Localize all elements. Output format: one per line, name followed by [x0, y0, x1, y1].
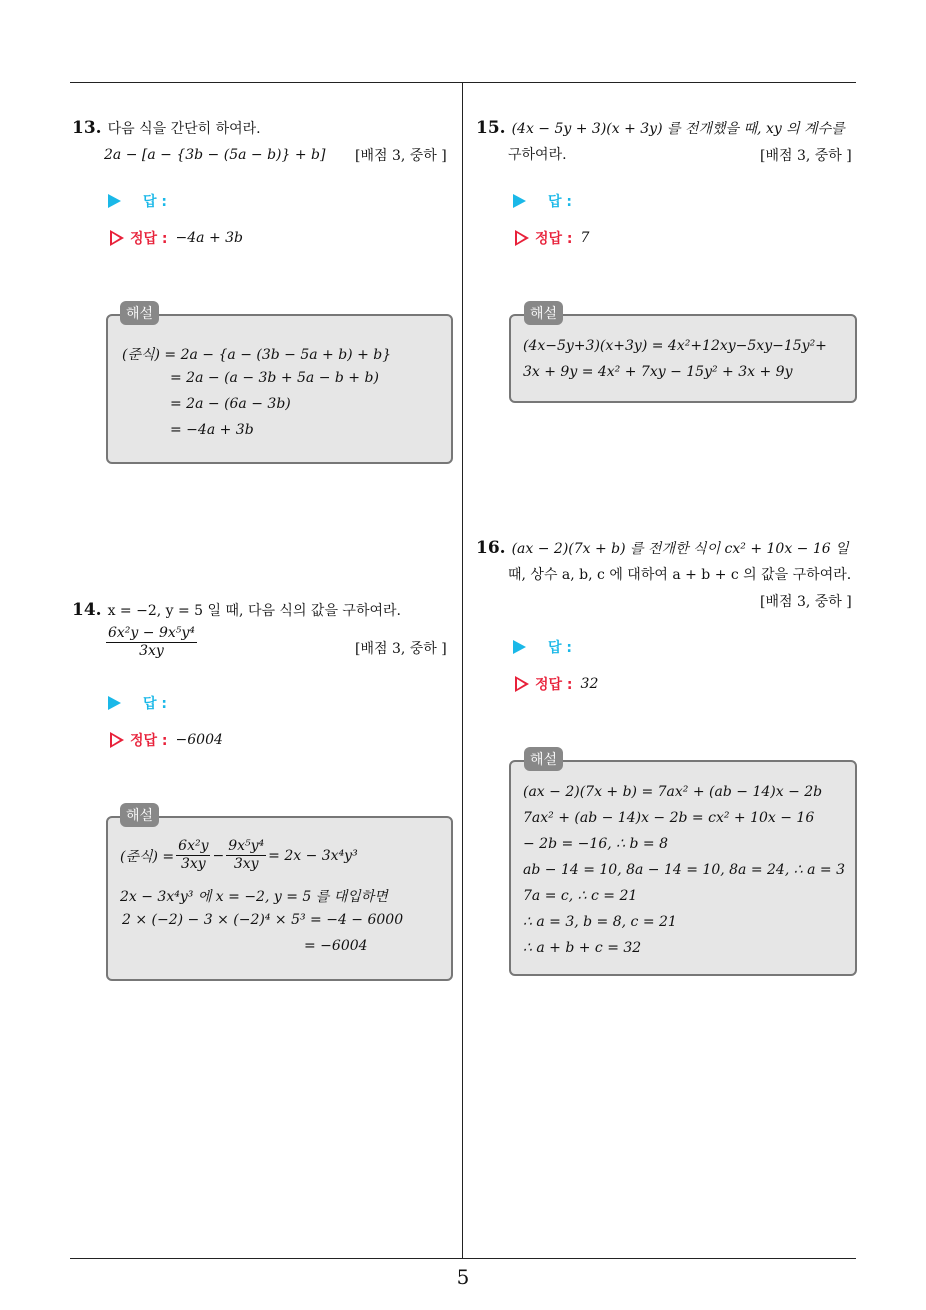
correct-answer-label: 정답 : [535, 677, 573, 693]
problem-15-statement-cont: 구하여라. [508, 147, 567, 163]
problem-16-meta: [배점 3, 중하 ] [760, 594, 852, 610]
solution-line: ab − 14 = 10, 8a − 14 = 10, 8a = 24, ∴ a = 3 [523, 862, 845, 878]
solution-line: = −4a + 3b [170, 422, 254, 438]
answer-label: 답 : [143, 696, 167, 712]
solution-line: (4x−5y+3)(x+3y) = 4x²+12xy−5xy−15y²+ [523, 338, 827, 354]
solution-line: ∴ a = 3, b = 8, c = 21 [523, 914, 677, 930]
problem-15-number: 15. [476, 118, 506, 138]
play-arrow-icon [108, 194, 121, 208]
problem-16-answer-input-row[interactable] [513, 637, 572, 657]
play-arrow-icon [108, 696, 121, 710]
top-rule [70, 82, 856, 83]
outline-arrow-icon [110, 230, 124, 246]
correct-answer-value: 7 [580, 230, 590, 246]
answer-label: 답 : [143, 194, 167, 210]
outline-arrow-icon [110, 732, 124, 748]
problem-13-solution-tab: 해설 [120, 301, 159, 325]
outline-arrow-icon [515, 230, 529, 246]
outline-arrow-icon [515, 676, 529, 692]
play-arrow-icon [513, 194, 526, 208]
problem-15-solution-tab: 해설 [524, 301, 563, 325]
solution-line: (준식) = 2a − {a − (3b − 5a + b) + b} [122, 347, 392, 363]
solution-line: 7ax² + (ab − 14)x − 2b = cx² + 10x − 16 [523, 810, 815, 826]
answer-label: 답 : [548, 640, 572, 656]
solution-line: 2x − 3x⁴y³ 에 x = −2, y = 5 를 대입하면 [120, 889, 388, 905]
problem-15-correct-answer [515, 228, 589, 248]
problem-15-answer-input-row[interactable] [513, 191, 572, 211]
problem-14-meta: [배점 3, 중하 ] [355, 641, 447, 657]
problem-16-statement: 16. (ax − 2)(7x + b) 를 전개한 식이 cx² + 10x − 16 일 [476, 538, 849, 558]
correct-answer-label: 정답 : [130, 733, 168, 749]
problem-15-statement: 15. (4x − 5y + 3)(x + 3y) 를 전개했을 때, xy 의 계수를 [476, 118, 845, 138]
problem-16-solution-tab: 해설 [524, 747, 563, 771]
problem-13-correct-answer [110, 228, 243, 248]
problem-14-number: 14. [72, 600, 102, 620]
problem-14-solution-box [106, 816, 453, 981]
solution-line: = 2a − (6a − 3b) [170, 396, 291, 412]
problem-15-solution-box [509, 314, 857, 403]
solution-line: (ax − 2)(7x + b) = 7ax² + (ab − 14)x − 2b [523, 784, 823, 800]
problem-13 [72, 118, 325, 165]
fraction-numerator: 6x²y − 9x⁵y⁴ [108, 625, 195, 641]
solution-line: = −6004 [304, 938, 368, 954]
answer-label: 답 : [548, 194, 572, 210]
problem-13-statement: 13. 다음 식을 간단히 하여라. [72, 118, 261, 138]
column-divider [462, 82, 463, 1258]
problem-16 [476, 538, 851, 585]
solution-line: = 2a − (a − 3b + 5a − b + b) [170, 370, 379, 386]
problem-13-answer-input-row[interactable] [108, 191, 167, 211]
problem-13-number: 13. [72, 118, 102, 138]
problem-13-expression: 2a − [a − {3b − (5a − b)} + b] [104, 147, 326, 163]
problem-14-answer-input-row[interactable] [108, 693, 167, 713]
solution-line: ∴ a + b + c = 32 [523, 940, 642, 956]
solution-line: 2 × (−2) − 3 × (−2)⁴ × 5³ = −4 − 6000 [122, 912, 404, 928]
solution-line: 3x + 9y = 4x² + 7xy − 15y² + 3x + 9y [523, 364, 793, 380]
fraction-denominator: 3xy [139, 643, 164, 659]
problem-16-solution-box [509, 760, 857, 976]
problem-14-solution-tab: 해설 [120, 803, 159, 827]
correct-answer-label: 정답 : [130, 231, 168, 247]
problem-15-meta: [배점 3, 중하 ] [760, 148, 852, 164]
problem-16-correct-answer [515, 674, 598, 694]
correct-answer-value: −4a + 3b [175, 230, 244, 246]
problem-14-statement: 14. x = −2, y = 5 일 때, 다음 식의 값을 구하여라. [72, 600, 401, 620]
bottom-rule [70, 1258, 856, 1259]
solution-line: − 2b = −16, ∴ b = 8 [523, 836, 668, 852]
problem-13-meta: [배점 3, 중하 ] [355, 148, 447, 164]
problem-16-number: 16. [476, 538, 506, 558]
correct-answer-value: −6004 [175, 732, 223, 748]
problem-16-statement-cont: 때, 상수 a, b, c 에 대하여 a + b + c 의 값을 구하여라. [508, 567, 852, 583]
problem-14 [72, 600, 401, 660]
problem-14-correct-answer [110, 730, 223, 750]
problem-13-solution-box [106, 314, 453, 464]
correct-answer-label: 정답 : [535, 231, 573, 247]
correct-answer-value: 32 [580, 676, 599, 692]
solution-line: 7a = c, ∴ c = 21 [523, 888, 638, 904]
page-number: 5 [456, 1265, 470, 1289]
solution-line: (준식) = $\frac{\text{6x²y}}{3xy}$ − $\frac{\text{9x⁵y⁴}}{3xy}$ = 2x − 3x⁴y³ [120, 838, 358, 872]
play-arrow-icon [513, 640, 526, 654]
